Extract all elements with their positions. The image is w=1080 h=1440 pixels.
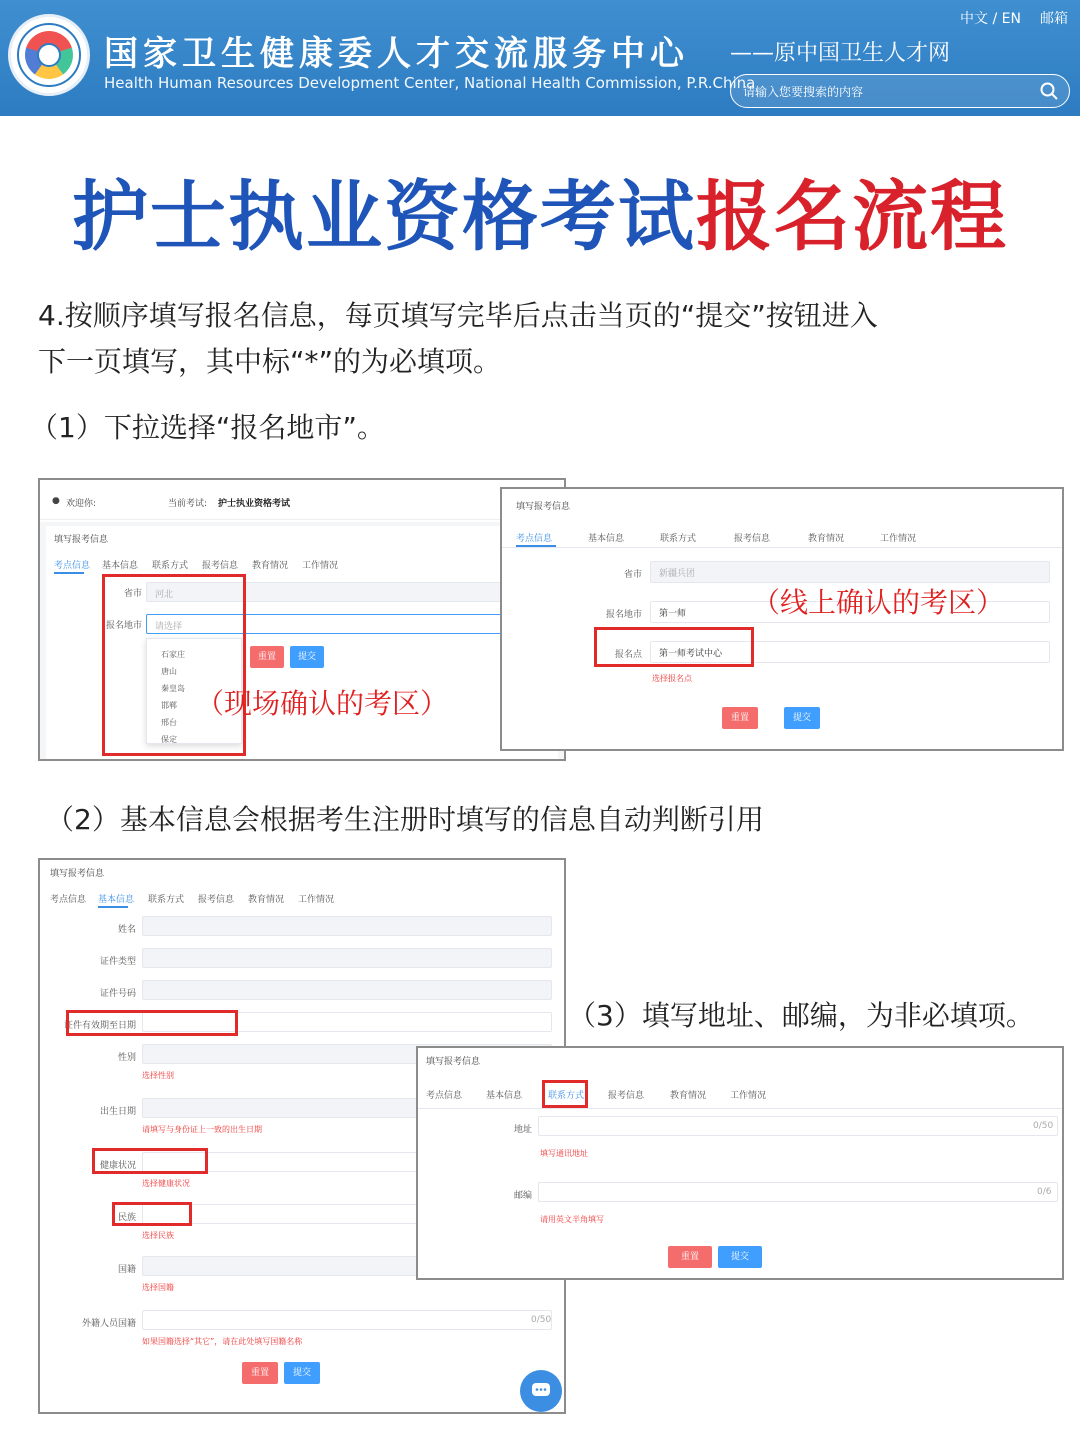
id-number-label: 证件号码 <box>99 989 136 999</box>
user-icon: ● <box>52 496 60 506</box>
tab-basic-info[interactable]: 基本信息 <box>98 895 135 905</box>
ethnicity-error: 选择民族 <box>142 1231 174 1240</box>
step-3-text: （3）填写地址、邮编，为非必填项。 <box>568 999 1034 1032</box>
screenshot-exam-site <box>500 487 1064 751</box>
ethnicity-highlight <box>112 1202 192 1226</box>
shot2-site-label: 报名点 <box>614 650 642 660</box>
tab-education[interactable]: 教育情况 <box>248 895 285 905</box>
shot3-reset-button[interactable]: 重置 <box>242 1362 278 1384</box>
foreign-nationality-error: 如果国籍选择“其它”，请在此处填写国籍名称 <box>142 1337 303 1346</box>
tab-work[interactable]: 工作情况 <box>880 534 917 544</box>
tab-contact[interactable]: 联系方式 <box>148 895 185 905</box>
shot1-caption: （现场确认的考区） <box>196 687 449 720</box>
shot1-highlight-box <box>102 574 246 756</box>
shot2-city-label: 报名地市 <box>605 610 642 620</box>
shot2-submit-button[interactable]: 提交 <box>784 707 820 729</box>
shot1-province-label: 省市 <box>123 589 142 599</box>
id-type-label: 证件类型 <box>99 957 136 967</box>
tab-exam-site[interactable]: 考点信息 <box>54 561 91 571</box>
address-error: 填写通讯地址 <box>540 1149 588 1158</box>
birth-label: 出生日期 <box>99 1107 136 1117</box>
tab-exam-site[interactable]: 考点信息 <box>426 1091 463 1101</box>
dropdown-option[interactable]: 石家庄 <box>161 650 185 659</box>
tab-basic-info[interactable]: 基本信息 <box>486 1091 523 1101</box>
shot1-city-label: 报名地市 <box>105 621 142 631</box>
org-name-en: Health Human Resources Development Center, National Health Commission, P.R.China <box>104 74 756 92</box>
tab-basic-info[interactable]: 基本信息 <box>102 561 139 571</box>
shot2-city-value: 第一师 <box>659 609 687 619</box>
tab-exam-site[interactable]: 考点信息 <box>516 534 553 544</box>
id-type-field[interactable] <box>142 948 552 968</box>
contact-tab-highlight <box>542 1080 588 1108</box>
shot1-city-placeholder: 请选择 <box>155 622 183 632</box>
tab-divider <box>418 1108 1064 1109</box>
shot1-section: 填写报考信息 <box>54 535 109 545</box>
shot2-province-select[interactable] <box>650 561 1050 583</box>
step-2-text: （2）基本信息会根据考生注册时填写的信息自动判断引用 <box>46 803 764 836</box>
shot2-province-label: 省市 <box>623 570 642 580</box>
tab-work[interactable]: 工作情况 <box>302 561 339 571</box>
chat-bubble-icon[interactable] <box>520 1370 562 1412</box>
search-input[interactable] <box>743 82 1033 102</box>
tab-work[interactable]: 工作情况 <box>730 1091 767 1101</box>
tab-education[interactable]: 教育情况 <box>670 1091 707 1101</box>
id-expiry-label: 证件有效期至日期 <box>63 1021 136 1031</box>
shot2-site-value: 第一师考试中心 <box>659 649 723 659</box>
active-tab-indicator <box>98 906 128 908</box>
ethnicity-label: 民族 <box>117 1213 136 1223</box>
shot4-submit-button[interactable]: 提交 <box>718 1246 762 1268</box>
address-field[interactable] <box>538 1116 1058 1136</box>
tab-exam-info[interactable]: 报考信息 <box>198 895 235 905</box>
shot1-province-value: 河北 <box>155 590 174 600</box>
dropdown-option[interactable]: 邢台 <box>161 718 177 727</box>
chat-icon <box>520 1370 562 1412</box>
step-1-text: （1）下拉选择“报名地市”。 <box>30 411 385 444</box>
screenshot-city-select <box>38 478 566 761</box>
shot2-highlight-box <box>594 627 754 667</box>
name-label: 姓名 <box>117 925 136 935</box>
nationality-label: 国籍 <box>117 1265 136 1275</box>
org-logo[interactable] <box>8 14 90 96</box>
shot4-reset-button[interactable]: 重置 <box>668 1246 712 1268</box>
zip-counter: 0/6 <box>1037 1187 1052 1197</box>
shot1-exam-name: 护士执业资格考试 <box>218 499 291 509</box>
zip-field[interactable] <box>538 1182 1058 1202</box>
shot4-section: 填写报考信息 <box>426 1057 481 1067</box>
tab-exam-site[interactable]: 考点信息 <box>50 895 87 905</box>
id-number-field[interactable] <box>142 980 552 1000</box>
dropdown-option[interactable]: 秦皇岛 <box>161 684 185 693</box>
site-header <box>0 0 1080 116</box>
logo-core <box>37 43 61 67</box>
active-tab-indicator <box>54 572 84 574</box>
health-label: 健康状况 <box>99 1161 136 1171</box>
tab-work[interactable]: 工作情况 <box>298 895 335 905</box>
shot2-reset-button[interactable]: 重置 <box>722 707 758 729</box>
tab-exam-info[interactable]: 报考信息 <box>202 561 239 571</box>
shot2-caption: （线上确认的考区） <box>752 586 1005 619</box>
foreign-nationality-label: 外籍人员国籍 <box>81 1319 136 1329</box>
dropdown-option[interactable]: 邯郸 <box>161 701 177 710</box>
tab-contact[interactable]: 联系方式 <box>548 1091 585 1101</box>
zip-label: 邮编 <box>513 1191 532 1201</box>
mail-link[interactable]: 邮箱 <box>1040 11 1068 27</box>
nationality-error: 选择国籍 <box>142 1283 174 1292</box>
address-label: 地址 <box>513 1125 532 1135</box>
birth-error: 请填写与身份证上一致的出生日期 <box>142 1125 262 1134</box>
foreign-nationality-field[interactable] <box>142 1310 552 1330</box>
shot2-province-value: 新疆兵团 <box>659 569 696 579</box>
zip-error: 请用英文半角填写 <box>540 1215 604 1224</box>
foreign-nationality-counter: 0/50 <box>531 1315 552 1325</box>
id-expiry-highlight <box>66 1010 238 1036</box>
tab-exam-info[interactable]: 报考信息 <box>734 534 771 544</box>
name-field[interactable] <box>142 916 552 936</box>
shot1-topbar <box>40 480 566 520</box>
dropdown-option[interactable]: 保定 <box>161 735 177 744</box>
shot1-submit-button[interactable]: 提交 <box>290 646 324 668</box>
shot1-reset-button[interactable]: 重置 <box>250 646 284 668</box>
tab-education[interactable]: 教育情况 <box>252 561 289 571</box>
tab-contact[interactable]: 联系方式 <box>152 561 189 571</box>
gender-error: 选择性别 <box>142 1071 174 1080</box>
shot3-submit-button[interactable]: 提交 <box>284 1362 320 1384</box>
tab-divider <box>502 547 1064 548</box>
title-red: 报名流程 <box>696 172 1008 261</box>
shot2-site-error: 选择报名点 <box>652 674 692 683</box>
health-highlight <box>92 1148 208 1174</box>
screenshot-contact <box>416 1046 1064 1280</box>
health-error: 选择健康状况 <box>142 1179 190 1188</box>
dropdown-option[interactable]: 唐山 <box>161 667 177 676</box>
intro-line-1: 4.按顺序填写报名信息，每页填写完毕后点击当页的“提交”按钮进入 <box>38 299 878 332</box>
language-switch[interactable]: 中文 / EN <box>960 11 1021 27</box>
tab-basic-info[interactable]: 基本信息 <box>588 534 625 544</box>
tab-education[interactable]: 教育情况 <box>808 534 845 544</box>
shot2-section: 填写报考信息 <box>516 502 571 512</box>
org-name-cn: 国家卫生健康委人才交流服务中心 <box>104 34 689 74</box>
gender-label: 性别 <box>117 1053 136 1063</box>
title-blue: 护士执业资格考试 <box>72 172 696 261</box>
shot1-welcome: 欢迎你: <box>66 499 97 509</box>
tab-exam-info[interactable]: 报考信息 <box>608 1091 645 1101</box>
search-icon[interactable] <box>1039 81 1059 101</box>
shot1-exam-label: 当前考试: <box>168 499 208 509</box>
search-box <box>730 74 1070 108</box>
page-title <box>0 156 1080 265</box>
shot3-section: 填写报考信息 <box>50 869 105 879</box>
intro-line-2: 下一页填写，其中标“*”的为必填项。 <box>38 345 502 378</box>
address-counter: 0/50 <box>1033 1121 1054 1131</box>
tab-contact[interactable]: 联系方式 <box>660 534 697 544</box>
site-slogan: ——原中国卫生人才网 <box>730 41 951 66</box>
